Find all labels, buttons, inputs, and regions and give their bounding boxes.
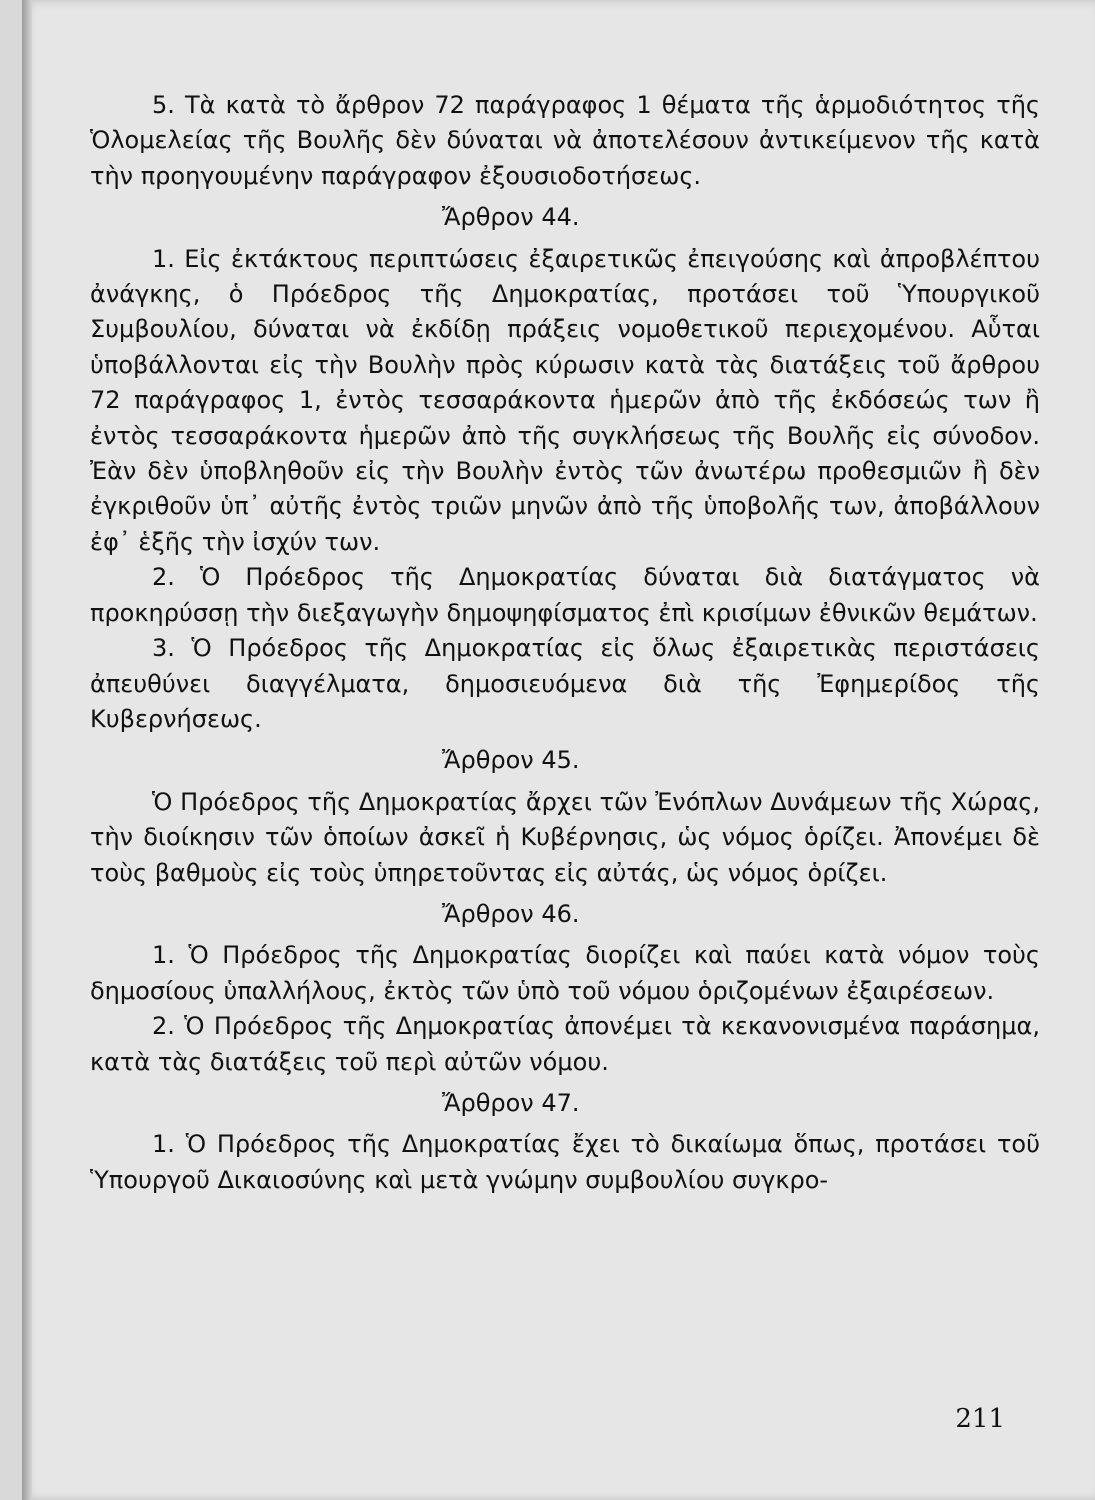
article-heading-45: Ἄρθρον 45. [442, 746, 580, 775]
paragraph-art44-2: 2. Ὁ Πρόεδρος τῆς Δημοκρατίας δύναται διὰ διατάγματος νὰ προκηρύσσῃ τὴν διεξαγωγὴν δημοψηφίσματος ἐπὶ κρισίμων ἐθνικῶν θεμάτων. [90, 563, 1040, 627]
paragraph-art47-1: 1. Ὁ Πρόεδρος τῆς Δημοκρατίας ἔχει τὸ δικαίωμα ὅπως, προτάσει τοῦ Ὑπουργοῦ Δικαιοσύνης καὶ μετὰ γνώμην συμβουλίου συγκρο- [90, 1130, 1040, 1194]
article-heading-46: Ἄρθρον 46. [442, 899, 580, 928]
paragraph-art43-5: 5. Τὰ κατὰ τὸ ἄρθρον 72 παράγραφος 1 θέματα τῆς ἁρμοδιότητος τῆς Ὁλομελείας τῆς Βουλῆς δὲν δύναται νὰ ἀποτελέσουν ἀντικείμενον τῆς κατὰ τὴν προηγουμένην παράγραφον ἐξουσιοδοτήσεως. [90, 91, 1040, 190]
article-heading-44: Ἄρθρον 44. [442, 203, 580, 232]
page-number: 211 [955, 1404, 1005, 1434]
paragraph-art46-1: 1. Ὁ Πρόεδρος τῆς Δημοκρατίας διορίζει καὶ παύει κατὰ νόμον τοὺς δημοσίους ὑπαλλήλους, ἐκτὸς τῶν ὑπὸ τοῦ νόμου ὁριζομένων ἐξαιρέσεων. [90, 941, 1040, 1005]
paragraph-art46-2: 2. Ὁ Πρόεδρος τῆς Δημοκρατίας ἀπονέμει τὰ κεκανονισμένα παράσημα, κατὰ τὰς διατάξεις τοῦ περὶ αὐτῶν νόμου. [90, 1012, 1040, 1076]
paragraph-art44-1: 1. Εἰς ἐκτάκτους περιπτώσεις ἐξαιρετικῶς ἐπειγούσης καὶ ἀπροβλέπτου ἀνάγκης, ὁ Πρόεδρος τῆς Δημοκρατίας, προτάσει τοῦ Ὑπουργικοῦ Συμβουλίου, δύναται νὰ ἐκδίδῃ πράξεις νομοθετικοῦ περιεχομένου. Αὗται ὑποβάλλονται εἰς τὴν Βουλὴν πρὸς κύρωσιν κατὰ τὰς διατάξεις τοῦ ἄρθρου 72 παράγραφος 1, ἐντὸς τεσσαράκοντα ἡμερῶν ἀπὸ τῆς ἐκδόσεώς των ἢ ἐντὸς τεσσαράκοντα ἡμερῶν ἀπὸ τῆς συγκλήσεως τῆς Βουλῆς εἰς σύνοδον. Ἐὰν δὲν ὑποβληθοῦν εἰς τὴν Βουλὴν ἐντὸς τῶν ἀνωτέρω προθεσμιῶν ἢ δὲν ἐγκριθοῦν ὑπ᾽ αὐτῆς ἐντὸς τριῶν μηνῶν ἀπὸ τῆς ὑποβολῆς των, ἀποβάλλουν ἐφ᾽ ἑξῆς τὴν ἰσχύν των. [90, 244, 1040, 556]
paragraph-art44-3: 3. Ὁ Πρόεδρος τῆς Δημοκρατίας εἰς ὅλως ἐξαιρετικὰς περιστάσεις ἀπευθύνει διαγγέλματα, δημοσιευόμενα διὰ τῆς Ἐφημερίδος τῆς Κυβερνήσεως. [90, 634, 1040, 733]
article-heading-47: Ἄρθρον 47. [442, 1088, 580, 1117]
paragraph-art45: Ὁ Πρόεδρος τῆς Δημοκρατίας ἄρχει τῶν Ἐνόπλων Δυνάμεων τῆς Χώρας, τὴν διοίκησιν τῶν ὁποίων ἀσκεῖ ἡ Κυβέρνησις, ὡς νόμος ὁρίζει. Ἀπονέμει δὲ τοὺς βαθμοὺς εἰς τοὺς ὑπηρετοῦντας εἰς αὐτάς, ὡς νόμος ὁρίζει. [90, 787, 1040, 887]
book-page [22, 0, 1095, 1500]
page-text [90, 88, 1040, 1198]
